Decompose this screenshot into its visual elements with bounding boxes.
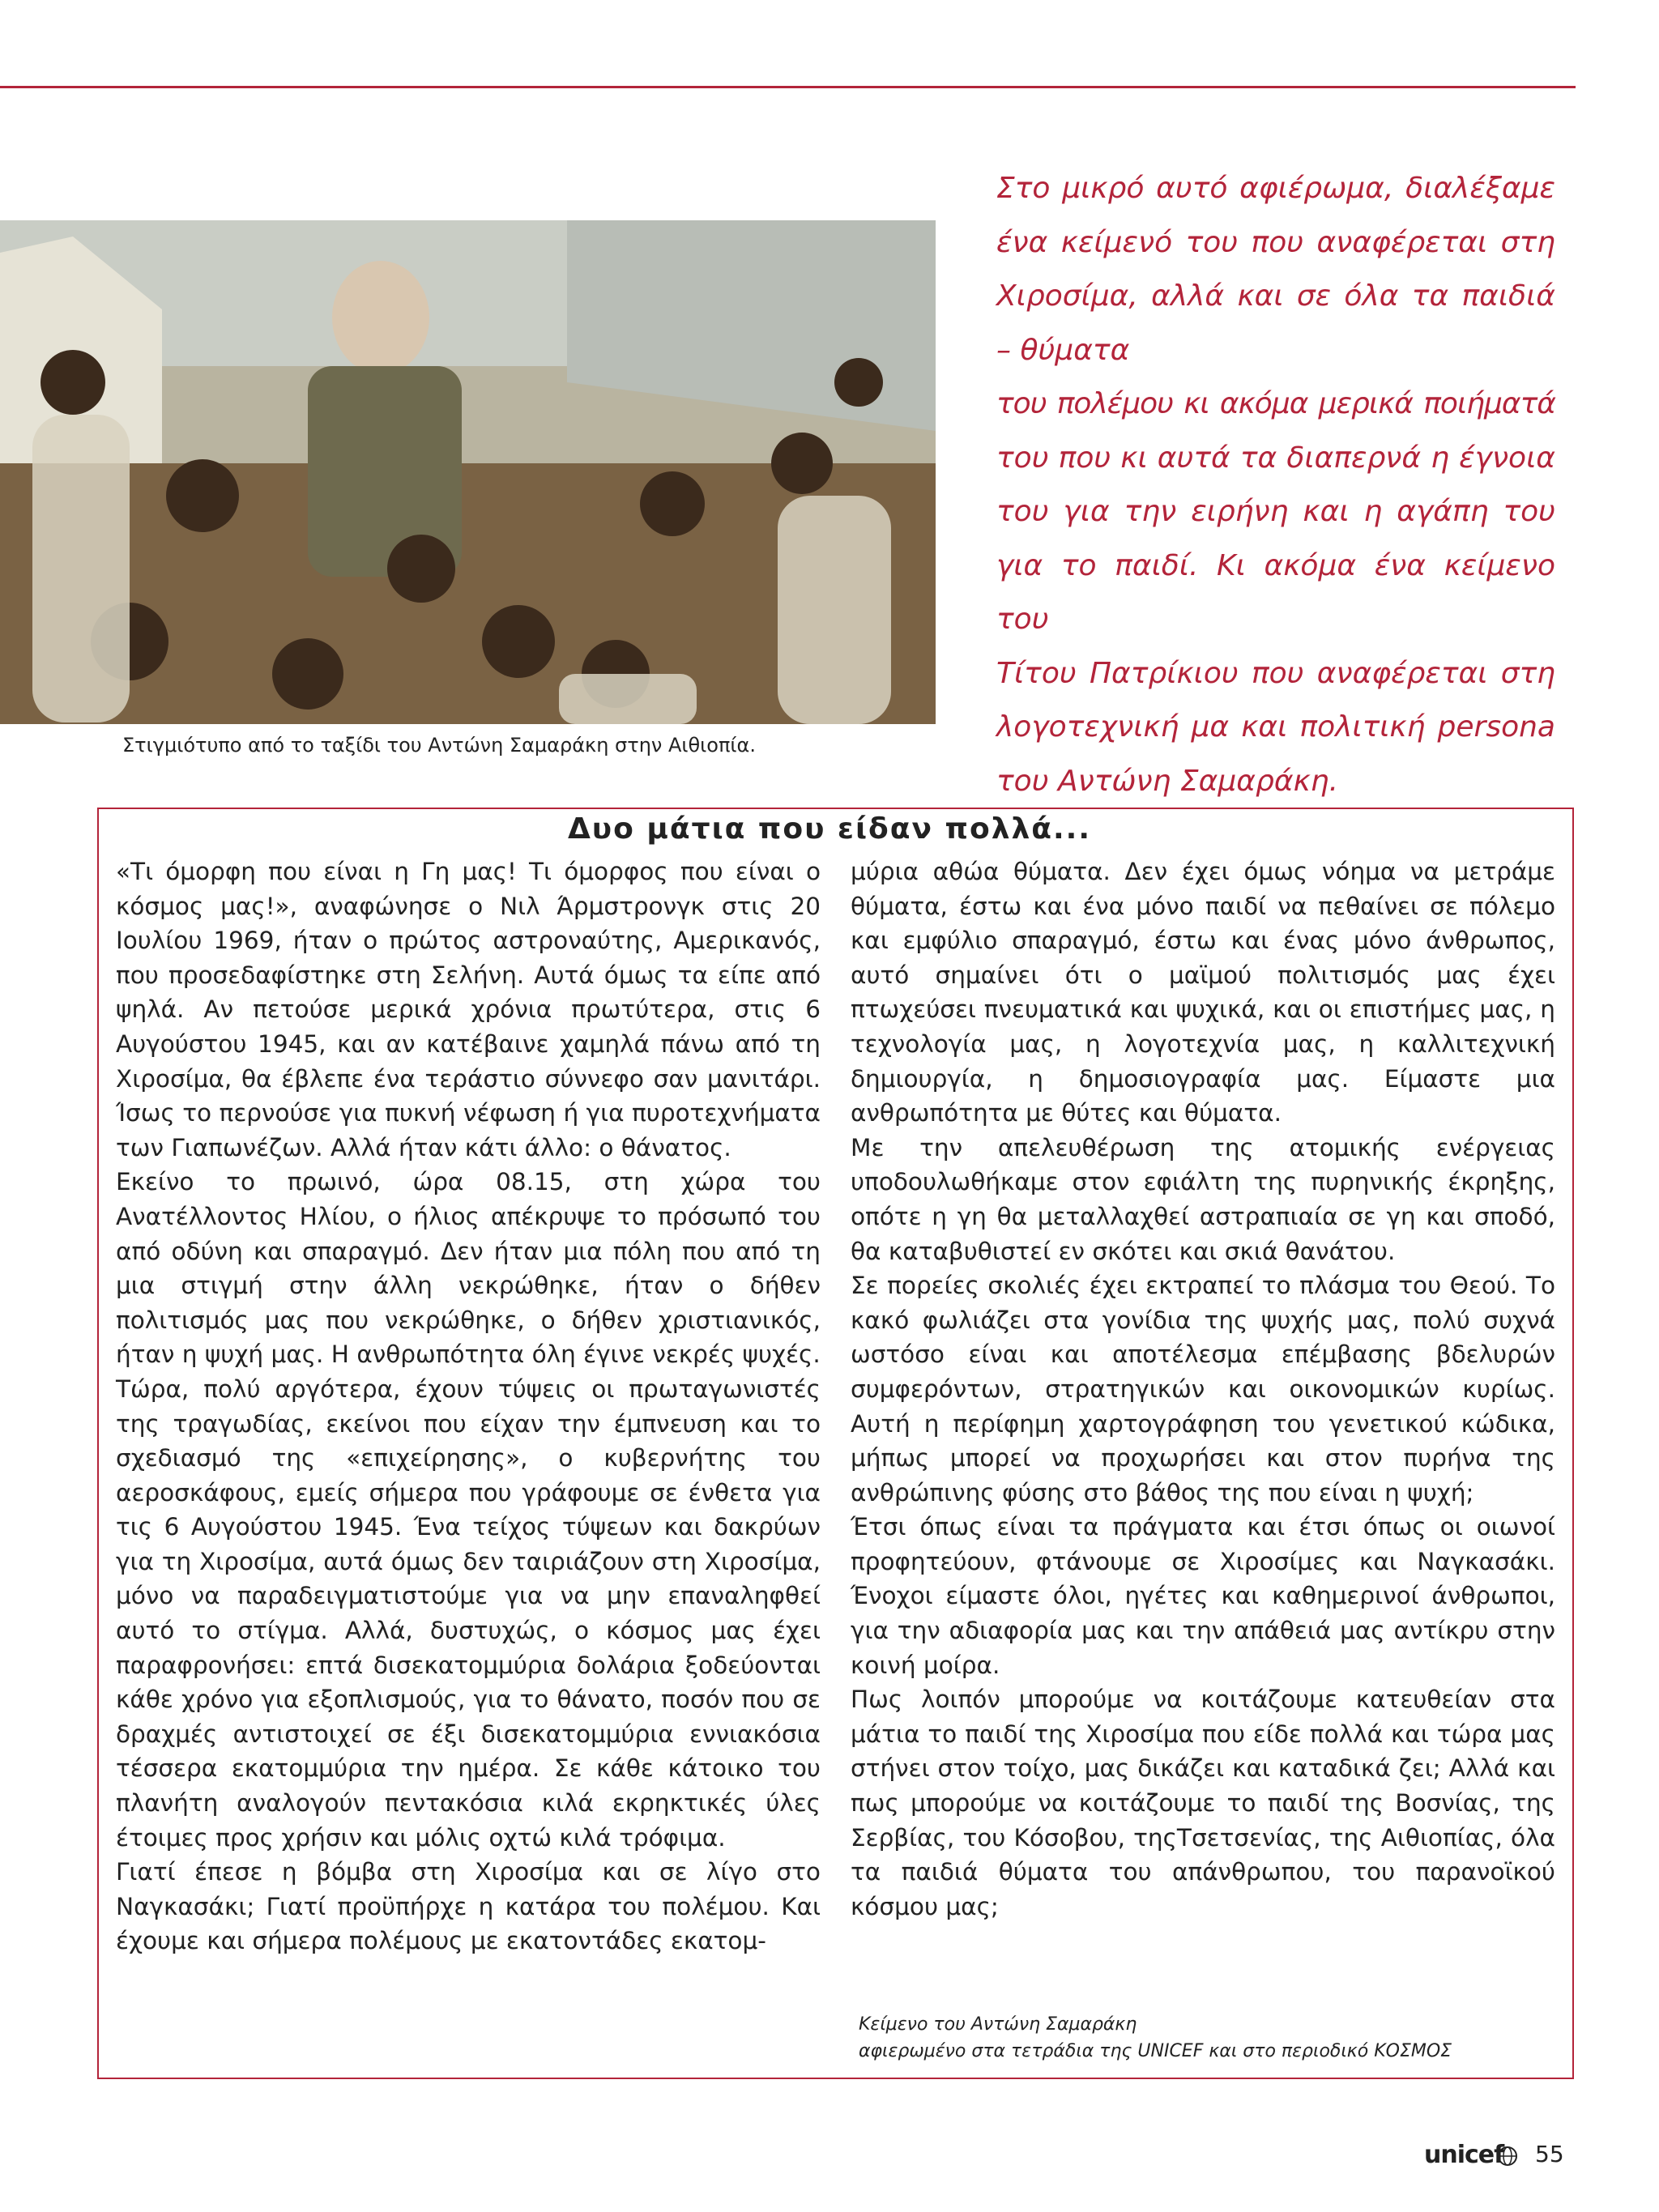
article-column-right: [851, 855, 1555, 1924]
photo-caption: Στιγμιότυπο από το ταξίδι του Αντώνη Σαμαράκη στην Αιθιοπία.: [122, 734, 756, 757]
intro-line: ένα κείμενό του που αναφέρεται στη: [996, 225, 1555, 259]
intro-line: Τίτου Πατρίκιου που αναφέρεται στη: [996, 656, 1555, 690]
intro-line: Στο μικρό αυτό αφιέρωμα, διαλέξαμε: [996, 172, 1555, 205]
article-credit: [859, 2011, 1452, 2065]
article-paragraph: Σε πορείες σκολιές έχει εκτραπεί το πλάσμα του Θεού. Το κακό φωλιάζει στα γονίδια της ψυχής μας, πολύ συχνά ωστόσο είναι και αποτέλεσμα επέμβασης βδελυρών συμφερόντων, στρατηγικών και οικονομικών κυρίως. Αυτή η περίφημη χαρτογράφηση του γενετικού κώδικα, μήπως μπορεί να προχωρήσει και στον πυρήνα της ανθρώπινης φύσης στο βάθος της που είναι η ψυχή;: [851, 1272, 1555, 1507]
intro-line: – θύματα: [996, 333, 1130, 367]
intro-line: Χιροσίμα, αλλά και σε όλα τα παιδιά: [996, 279, 1555, 313]
article-paragraph: Πως λοιπόν μπορούμε να κοιτάζουμε κατευθείαν στα μάτια το παιδί της Χιροσίμα που είδε πολλά και τώρα μας στήνει στον τοίχο, μας δικάζει και καταδικά ζει; Αλλά και πως μπορούμε να κοιτάζουμε το παιδί της Βοσνίας, της Σερβίας, του Κόσοβου, τηςΤσετσενίας, της Αιθιοπίας, όλα τα παιδιά θύματα του απάνθρωπου, του παρανοϊκού κόσμου μας;: [851, 1686, 1555, 1920]
article-paragraph: Τώρα, πολύ αργότερα, έχουν τύψεις οι πρωταγωνιστές της τραγωδίας, εκείνοι που είχαν την έμπνευση και το σχεδιασμό της «επιχείρησης», ο κυβερνήτης του αεροσκάφους, εμείς σήμερα που γράφουμε σε ένθετα για τις 6 Αυγούστου 1945. Ένα τείχος τύψεων και δακρύων για τη Χιροσίμα, αυτά όμως δεν ταιριάζουν στη Χιροσίμα, μόνο να παραδειγματιστούμε για να μην επαναληφθεί αυτό το στίγμα. Αλλά, δυστυχώς, ο κόσμος μας έχει παραφρονήσει: επτά δισεκατομμύρια δολάρια ξοδεύονται κάθε χρόνο για εξοπλισμούς, για το θάνατο, ποσόν που σε δραχμές αντιστοιχεί σε έξι δισεκατομμύρια εννιακόσια τέσσερα εκατομμύρια την ημέρα. Σε κάθε κάτοικο του πλανήτη αναλογούν πεντακόσια κιλά εκρηκτικές ύλες έτοιμες προς χρήσιν και μόλις οχτώ κιλά τρόφιμα.: [116, 1375, 821, 1852]
credit-author: Κείμενο του Αντώνη Σαμαράκη: [859, 2014, 1137, 2035]
article-paragraph: Εκείνο το πρωινό, ώρα 08.15, στη χώρα του Ανατέλλοντος Ηλίου, ο ήλιος απέκρυψε το πρόσωπό του από οδύνη και σπαραγμό. Δεν ήταν μια πόλη που από τη μια στιγμή στην άλλη νεκρώθηκε, ήταν ο δήθεν πολιτισμός μας που νεκρώθηκε, ο δήθεν χριστιανικός, ήταν η ψυχή μας. Η ανθρωπότητα όλη έγινε νεκρές ψυχές.: [116, 1168, 821, 1369]
photo-illustration: [0, 220, 936, 724]
article-paragraph: Έτσι όπως είναι τα πράγματα και έτσι όπως οι οιωνοί προφητεύουν, φτάνουμε σε Χιροσίμες και Ναγκασάκι. Ένοχοι είμαστε όλοι, ηγέτες και καθημερινοί άνθρωποι, για την αδιαφορία μας και την απάθειά μας αντίκρυ στην κοινή μοίρα.: [851, 1513, 1555, 1679]
article-paragraph: Γιατί έπεσε η βόμβα στη Χιροσίμα και σε λίγο στο Ναγκασάκι; Γιατί προϋπήρχε η κατάρα του πολέμου. Και έχουμε και σήμερα πολέμους με εκατοντάδες εκατομ-: [116, 1858, 821, 1955]
intro-text: [996, 162, 1555, 808]
article-title: Δυο μάτια που είδαν πολλά...: [567, 812, 1092, 846]
credit-source: αφιερωμένο στα τετράδια της UNICEF και στο περιοδικό ΚΟΣΜΟΣ: [859, 2041, 1452, 2061]
article-paragraph: «Τι όμορφη που είναι η Γη μας! Τι όμορφος που είναι ο κόσμος μας!», αναφώνησε ο Νιλ Άρμστρονγκ στις 20 Ιουλίου 1969, ήταν ο πρώτος αστροναύτης, Αμερικανός, που προσεδαφίστηκε στη Σελήνη. Αυτά όμως τα είπε από ψηλά. Αν πετούσε μερικά χρόνια πρωτύτερα, στις 6 Αυγούστου 1945, και αν κατέβαινε χαμηλά πάνω από τη Χιροσίμα, θα έβλεπε ένα τεράστιο σύννεφο σαν μανιτάρι. Ίσως το περνούσε για πυκνή νέφωση ή για πυροτεχνήματα των Γιαπωνέζων. Αλλά ήταν κάτι άλλο: ο θάνατος.: [116, 858, 821, 1161]
intro-line: του που κι αυτά τα διαπερνά η έγνοια: [996, 441, 1555, 475]
top-rule: [0, 86, 1576, 88]
article-paragraph: μύρια αθώα θύματα. Δεν έχει όμως νόημα να μετράμε θύματα, έστω και ένα μόνο παιδί να πεθαίνει σε πόλεμο και εμφύλιο σπαραγμό, έστω και ένας μόνο άνθρωπος, αυτό σημαίνει ότι ο μαϊμού πολιτισμός μας έχει πτωχεύσει πνευματικά και ψυχικά, και οι επιστήμες μας, η τεχνολογία μας, η λογοτεχνία μας, η καλλιτεχνική δημιουργία, η δημοσιογραφία μας. Είμαστε μια ανθρωπότητα με θύτες και θύματα.: [851, 858, 1555, 1127]
unicef-logo: unicef: [1424, 2141, 1504, 2169]
ethiopia-photo: [0, 220, 936, 724]
page-number: 55: [1535, 2141, 1564, 2167]
article-paragraph: Με την απελευθέρωση της ατομικής ενέργειας υποδουλωθήκαμε στον εφιάλτη της πυρηνικής έκρηξης, οπότε η γη θα μεταλλαχθεί αστραπιαία σε γη και σποδό, θα καταβυθιστεί εν σκότει και σκιά θανάτου.: [851, 1133, 1555, 1265]
intro-line: του πολέμου κι ακόμα μερικά ποιήματά: [996, 387, 1555, 420]
intro-line: του για την ειρήνη και η αγάπη του: [996, 495, 1555, 528]
intro-line: λογοτεχνική μα και πολιτική persona: [996, 710, 1555, 744]
globe-icon: [1497, 2146, 1518, 2167]
intro-line: για το παιδί. Κι ακόμα ένα κείμενο του: [996, 548, 1555, 636]
intro-line: του Αντώνη Σαμαράκη.: [996, 764, 1339, 798]
article-column-left: [116, 855, 821, 1958]
